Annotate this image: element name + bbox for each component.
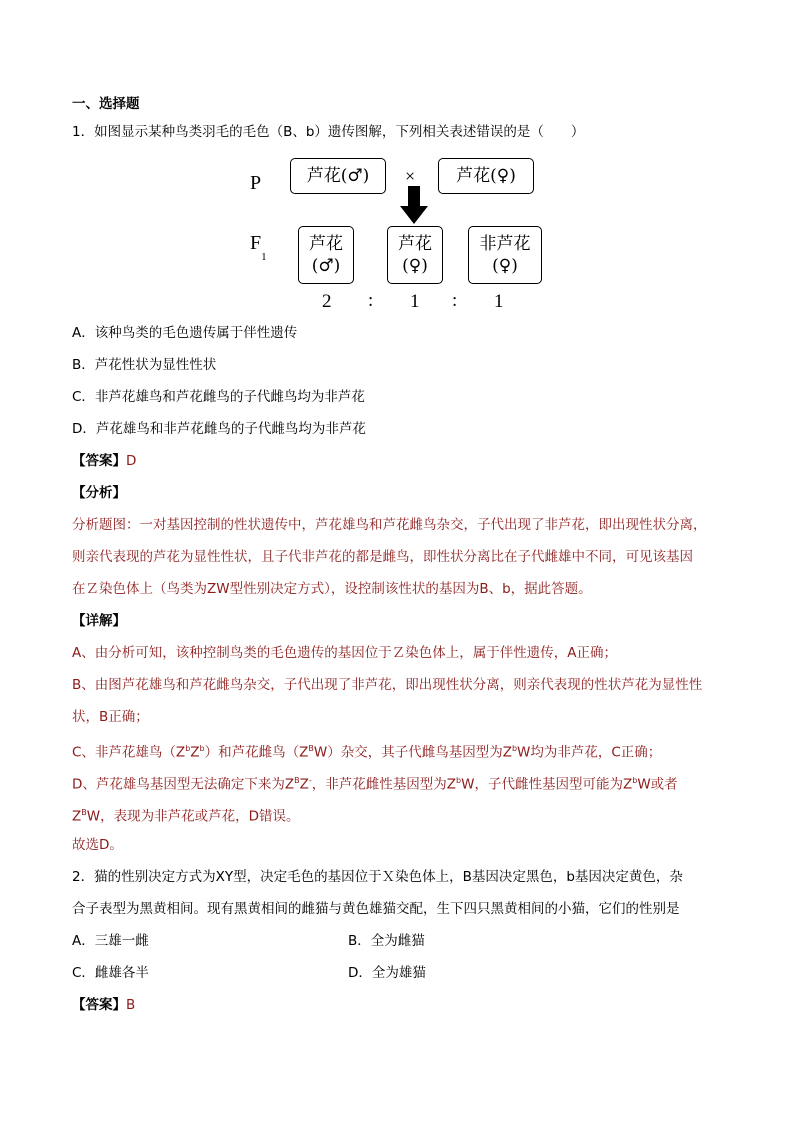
f1-male-box: [298, 226, 354, 284]
detail-c-sup-2: b: [199, 744, 205, 753]
q2-option-d: D．全为雄猫: [348, 965, 426, 981]
detail-d-sup-1: B: [294, 776, 300, 785]
f1-label-text: F: [250, 232, 262, 254]
detail-d-text-5: W或者: [637, 776, 678, 793]
q1-detail-d-line-1: [72, 772, 678, 794]
f1-nonbarred-bot: (♀): [492, 256, 518, 276]
cross-symbol: ×: [405, 166, 416, 186]
detail-d2-sup-1: B: [81, 808, 87, 817]
p-generation-label: P: [250, 172, 262, 194]
detail-d-sup-3: b: [456, 776, 462, 785]
q1-stem: 1．如图显示某种鸟类羽毛的毛色（B、b）遗传图解，下列相关表述错误的是（ ）: [72, 124, 585, 140]
f1-label-sub: 1: [261, 251, 267, 263]
p-male-box: [290, 158, 386, 194]
detail-d-text-1: D、芦花雄鸟基因型无法确定下来为Z: [72, 776, 295, 793]
detail-d-text-3: ，非芦花雌性基因型为Z: [311, 776, 457, 793]
ratio-value-2: 1: [410, 291, 420, 312]
q1-detail-a: A、由分析可知，该种控制鸟类的毛色遗传的基因位于Ｚ染色体上，属于伴性遗传，A正确；: [72, 645, 617, 661]
q1-answer: [72, 452, 136, 470]
detail-d-text-4: W，子代雌性基因型可能为Z: [461, 776, 633, 793]
ratio-colon-2: :: [452, 290, 458, 311]
f1-female-bot: (♀): [402, 256, 428, 276]
q2-stem-line-2: 合子表型为黑黄相间。现有黑黄相间的雌猫与黄色雄猫交配，生下四只黑黄相间的小猫，它们的性别是: [72, 901, 680, 917]
detail-c-text-2: Z: [190, 744, 200, 761]
q2-answer: [72, 996, 135, 1014]
f1-male-top: 芦花: [309, 234, 343, 254]
q2-option-b: B．全为雌猫: [348, 933, 425, 949]
ratio-colon-1: :: [368, 290, 374, 311]
q1-option-b: B．芦花性状为显性性状: [72, 357, 217, 373]
q1-analysis-line-3: 在Ｚ染色体上（鸟类为ZW型性别决定方式），设控制该性状的基因为B、b，据此答题。: [72, 581, 592, 597]
section-title: 一、选择题: [72, 96, 140, 112]
q2-option-c: C．雌雄各半: [72, 965, 149, 981]
f1-nonbarred-female-box: [468, 226, 542, 284]
q1-detail-c: [72, 740, 661, 762]
p-female-box: [438, 158, 534, 194]
detail-c-sup-4: b: [511, 744, 518, 753]
inheritance-diagram: [0, 0, 794, 330]
detail-c-sup-1: b: [185, 744, 191, 753]
q1-detail-d-line-2: [72, 804, 300, 826]
q2-stem-line-1: 2．猫的性别决定方式为XY型，决定毛色的基因位于Ｘ染色体上，B基因决定黑色，b基因决定黄色，杂: [72, 869, 683, 885]
q2-answer-tag: 【答案】: [72, 997, 126, 1013]
detail-c-text-3: ）和芦花雌鸟（Z: [204, 744, 309, 761]
answer-value: D: [126, 453, 137, 469]
q1-detail-tag: 【详解】: [72, 613, 126, 629]
ratio-value-1: 2: [322, 291, 332, 312]
detail-c-text-1: C、非芦花雄鸟（Z: [72, 744, 186, 761]
p-male-text: 芦花(♂): [306, 166, 370, 186]
p-female-text: 芦花(♀): [456, 166, 516, 186]
detail-d2-text-2: W，表现为非芦花或芦花，D错误。: [86, 808, 300, 825]
q1-detail-b-line-1: B、由图芦花雄鸟和芦花雌鸟杂交，子代出现了非芦花，即出现性状分离，则亲代表现的性状芦花为显性性: [72, 677, 703, 693]
detail-d-sup-2: -: [308, 776, 312, 785]
q1-option-a: A．该种鸟类的毛色遗传属于伴性遗传: [72, 325, 298, 341]
answer-tag: 【答案】: [72, 453, 126, 469]
detail-c-text-4: W）杂交，其子代雌鸟基因型为Z: [313, 744, 512, 761]
detail-d-sup-4: b: [632, 776, 638, 785]
q1-conclusion: 故选D。: [72, 837, 123, 853]
down-arrow-icon: [398, 186, 430, 226]
detail-c-text-5: W均为非芦花，C正确；: [517, 744, 662, 761]
q2-option-a: A．三雄一雌: [72, 933, 149, 949]
q1-analysis-tag: 【分析】: [72, 485, 126, 501]
q1-option-c: C．非芦花雄鸟和芦花雌鸟的子代雌鸟均为非芦花: [72, 389, 365, 405]
f1-female-top: 芦花: [398, 234, 432, 254]
detail-d-text-2: Z: [299, 776, 309, 793]
f1-nonbarred-top: 非芦花: [479, 234, 531, 254]
f1-male-bot: (♂): [311, 256, 341, 276]
ratio-value-3: 1: [494, 291, 504, 312]
q2-answer-value: B: [126, 997, 136, 1013]
detail-c-sup-3: B: [308, 744, 314, 753]
q1-option-d: D．芦花雄鸟和非芦花雌鸟的子代雌鸟均为非芦花: [72, 421, 366, 437]
detail-d2-text-1: Z: [72, 808, 82, 825]
q1-analysis-line-1: 分析题图：一对基因控制的性状遗传中，芦花雄鸟和芦花雌鸟杂交，子代出现了非芦花，即出现性状分离，: [72, 517, 707, 533]
f1-female-box: [387, 226, 443, 284]
q1-analysis-line-2: 则亲代表现的芦花为显性性状，且子代非芦花的都是雌鸟，即性状分离比在子代雌雄中不同，可见该基因: [72, 549, 693, 565]
q1-detail-b-line-2: 状，B正确；: [72, 709, 149, 725]
f1-generation-label: [250, 232, 267, 263]
